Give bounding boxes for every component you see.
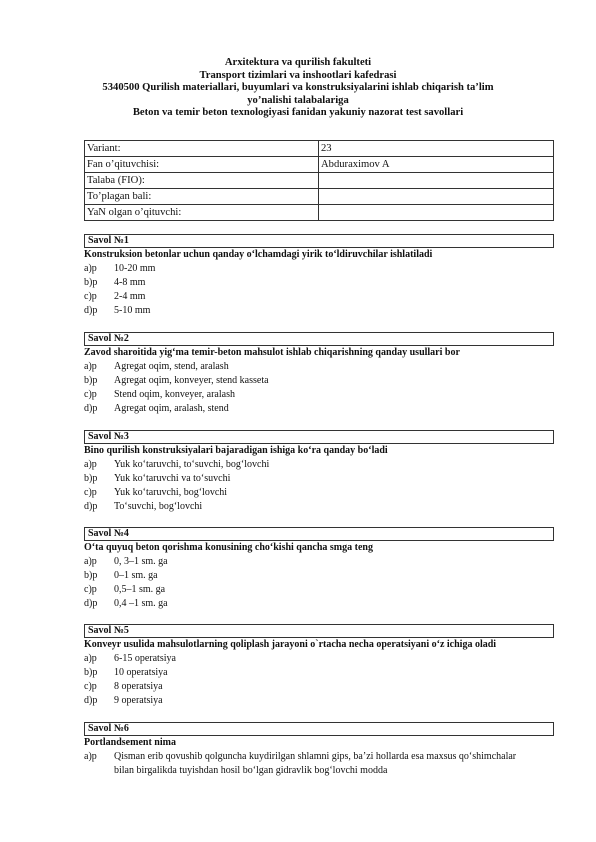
answer-option[interactable]: [84, 360, 554, 374]
program-title: 5340500 Qurilish materiallari, buyumlari va konstruksiyalarini ishlab chiqarish ta’lim: [102, 82, 494, 94]
option-key: d)p: [84, 598, 98, 609]
question-text: Zavod sharoitida yig‘ma temir-beton mahsulot ishlab chiqarishning qanday usullari bor: [84, 347, 460, 358]
info-value: Abduraximov A: [319, 157, 554, 173]
info-row-student: [85, 173, 554, 189]
option-key: d)p: [84, 305, 98, 316]
question-text: O‘ta quyuq beton qorishma konusining cho‘kishi qancha smga teng: [84, 542, 373, 553]
option-key: d)p: [84, 403, 98, 414]
answer-option[interactable]: [84, 569, 554, 583]
question-title: Savol №3: [84, 430, 554, 444]
option-text: 4-8 mm: [114, 277, 146, 288]
faculty-title: Arxitektura va qurilish fakulteti: [224, 57, 372, 68]
question-title: Savol №5: [84, 624, 554, 638]
option-text: Yuk ko‘taruvchi, bog‘lovchi: [114, 487, 228, 498]
answer-option[interactable]: [84, 374, 554, 388]
option-key: a)p: [84, 751, 97, 762]
answer-option[interactable]: [84, 402, 554, 416]
option-key: a)p: [84, 263, 97, 274]
question-4: [84, 527, 554, 611]
answer-option[interactable]: [84, 304, 554, 318]
info-label: YaN olgan o’qituvchi:: [85, 205, 319, 221]
info-row-teacher: [85, 157, 554, 173]
answer-option[interactable]: [84, 472, 554, 486]
option-text: 8 operatsiya: [114, 681, 163, 692]
info-row-score: [85, 189, 554, 205]
option-text: Qisman erib qovushib qolguncha kuydirilgan shlamni gips, ba’zi hollarda esa maxsus qo‘shimchalar bilan birgalikda tuyishdan hosil bo‘lgan gidravlik bog‘lovchi modda: [114, 751, 517, 776]
info-value: 23: [319, 141, 554, 157]
question-1: [84, 234, 554, 318]
answer-option[interactable]: [84, 694, 554, 708]
answer-option[interactable]: [84, 458, 554, 472]
option-text: Agregat oqim, konveyer, stend kasseta: [114, 375, 269, 386]
option-key: a)p: [84, 556, 97, 567]
option-text: 5-10 mm: [114, 305, 151, 316]
info-label: Fan o’qituvchisi:: [85, 157, 319, 173]
answer-option[interactable]: [84, 666, 554, 680]
question-title: Savol №1: [84, 234, 554, 248]
answer-option[interactable]: [84, 555, 554, 569]
option-key: c)p: [84, 584, 97, 595]
question-3: [84, 430, 554, 514]
question-text: Bino qurilish konstruksiyalari bajaradigan ishiga ko‘ra qanday bo‘ladi: [84, 445, 388, 456]
option-text: Yuk ko‘taruvchi, to‘suvchi, bog‘lovchi: [114, 459, 270, 470]
option-text: 10-20 mm: [114, 263, 156, 274]
answer-option[interactable]: [84, 680, 554, 694]
question-5: [84, 624, 554, 708]
option-text: Agregat oqim, aralash, stend: [114, 403, 229, 414]
question-title: Savol №2: [84, 332, 554, 346]
info-value[interactable]: [319, 205, 554, 221]
info-label: To’plagan bali:: [85, 189, 319, 205]
option-text: 0,4 –1 sm. ga: [114, 598, 168, 609]
info-value[interactable]: [319, 173, 554, 189]
option-key: c)p: [84, 487, 97, 498]
option-text: 0–1 sm. ga: [114, 570, 158, 581]
answer-option[interactable]: [84, 652, 554, 666]
option-key: b)p: [84, 277, 98, 288]
option-text: 6-15 operatsiya: [114, 653, 176, 664]
question-text: Portlandsement nima: [84, 737, 176, 748]
info-row-examiner: [85, 205, 554, 221]
test-title: Beton va temir beton texnologiyasi fanidan yakuniy nazorat test savollari: [132, 107, 464, 119]
option-key: a)p: [84, 361, 97, 372]
option-text: 0, 3–1 sm. ga: [114, 556, 168, 567]
option-key: b)p: [84, 570, 98, 581]
option-key: c)p: [84, 291, 97, 302]
answer-option[interactable]: [84, 750, 554, 778]
info-label: Talaba (FIO):: [85, 173, 319, 189]
answer-option[interactable]: [84, 276, 554, 290]
question-6: [84, 722, 554, 778]
answer-option[interactable]: [84, 597, 554, 611]
answer-option[interactable]: [84, 290, 554, 304]
option-key: c)p: [84, 389, 97, 400]
info-label: Variant:: [85, 141, 319, 157]
option-text: 2-4 mm: [114, 291, 146, 302]
info-row-variant: [85, 141, 554, 157]
option-text: Agregat oqim, stend, aralash: [114, 361, 229, 372]
question-text: Konveyr usulida mahsulotlarning qoliplash jarayoni o`rtacha necha operatsiyani o‘z ichiga oladi: [84, 639, 497, 650]
option-key: b)p: [84, 375, 98, 386]
answer-option[interactable]: [84, 500, 554, 514]
option-key: a)p: [84, 459, 97, 470]
question-title: Savol №6: [84, 722, 554, 736]
program-subtitle: yo’nalishi talabalariga: [247, 94, 349, 106]
answer-option[interactable]: [84, 388, 554, 402]
info-table: [84, 140, 554, 221]
option-key: b)p: [84, 473, 98, 484]
option-text: 0,5–1 sm. ga: [114, 584, 166, 595]
option-text: Stend oqim, konveyer, aralash: [114, 389, 235, 400]
department-title: Transport tizimlari va inshootlari kafedrasi: [199, 69, 397, 81]
question-2: [84, 332, 554, 416]
option-key: d)p: [84, 695, 98, 706]
answer-option[interactable]: [84, 583, 554, 597]
option-key: d)p: [84, 501, 98, 512]
question-text: Konstruksion betonlar uchun qanday o‘lchamdagi yirik to‘ldiruvchilar ishlatiladi: [84, 249, 433, 260]
answer-option[interactable]: [84, 262, 554, 276]
info-value[interactable]: [319, 189, 554, 205]
option-key: c)p: [84, 681, 97, 692]
answer-option[interactable]: [84, 486, 554, 500]
option-key: b)p: [84, 667, 98, 678]
option-text: Yuk ko‘taruvchi va to‘suvchi: [114, 473, 231, 484]
option-text: 9 operatsiya: [114, 695, 163, 706]
question-title: Savol №4: [84, 527, 554, 541]
option-text: 10 operatsiya: [114, 667, 168, 678]
option-key: a)p: [84, 653, 97, 664]
option-text: To‘suvchi, bog‘lovchi: [114, 501, 203, 512]
document-header: [60, 57, 536, 120]
